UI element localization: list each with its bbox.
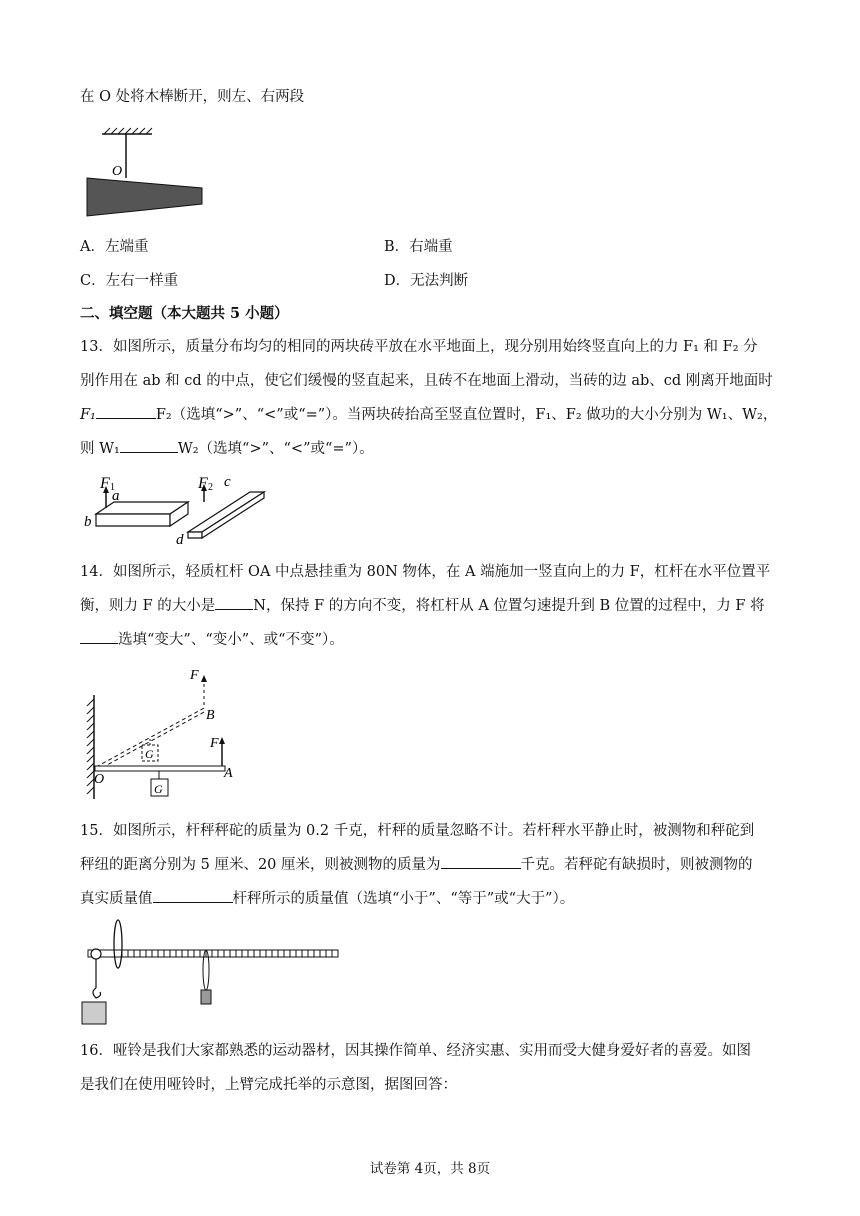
- q16-line2: 是我们在使用哑铃时，上臂完成托举的示意图，据图回答：: [80, 1077, 457, 1093]
- q13-label-f1-sub: 1: [110, 482, 115, 493]
- q13-label-c: c: [224, 474, 231, 490]
- q13-blank-2[interactable]: [120, 438, 178, 453]
- option-letter: B．: [384, 239, 410, 255]
- q13-label-d: d: [176, 532, 184, 548]
- q15-line1: 15．如图所示，杆秤秤砣的质量为 0.2 千克，杆秤的质量忽略不计。若杆秤水平静止时，被测物和秤砣到: [80, 823, 755, 839]
- q12-option-d[interactable]: [384, 270, 468, 292]
- q15-blank-2[interactable]: [153, 888, 233, 903]
- q12-label-o: O: [112, 164, 123, 179]
- q15-blank-1[interactable]: [441, 854, 521, 869]
- q14-label-g: G: [154, 782, 163, 796]
- q13-line3: [80, 404, 777, 426]
- option-text: 左右一样重: [105, 273, 179, 289]
- section-title: 二、填空题（本大题共 5 小题）: [80, 305, 289, 322]
- q14-line2: [80, 595, 765, 617]
- option-text: 左端重: [104, 239, 149, 255]
- option-letter: A．: [80, 239, 105, 255]
- q12-figure-tapered-stick: [82, 128, 207, 218]
- q14-line1: 14．如图所示，轻质杠杆 OA 中点悬挂重为 80N 物体，在 A 端施加一竖直向上的力 F，杠杆在水平位置平: [80, 564, 771, 580]
- q15-figure-steelyard: [78, 918, 348, 1028]
- q13-label-f2: F: [198, 475, 208, 492]
- q15-line3-b: 杆秤所示的质量值（选填“小于”、“等于”或“大于”）。: [232, 891, 575, 907]
- q13-line1: 13．如图所示，质量分布均匀的相同的两块砖平放在水平地面上，现分别用始终竖直向上的力 F₁ 和 F₂ 分: [80, 339, 758, 355]
- q12-option-a[interactable]: [80, 236, 148, 258]
- q16-line1: 16．哑铃是我们大家都熟悉的运动器材，因其操作简单、经济实惠、实用而受大健身爱好者的喜爱。如图: [80, 1043, 751, 1059]
- option-text: 无法判断: [410, 273, 469, 289]
- q13-w1: 则 W₁: [80, 441, 120, 457]
- page-footer: 试卷第 4页，共 8页: [369, 1161, 491, 1177]
- q13-f1: F₁: [80, 407, 96, 423]
- q15-line2-a: 秤纽的距离分别为 5 厘米、20 厘米，则被测物的质量为: [80, 857, 441, 873]
- q14-label-b: B: [206, 708, 215, 723]
- q14-label-g-dashed: G: [145, 747, 154, 761]
- q13-label-f1: F: [100, 475, 110, 492]
- q13-label-b: b: [84, 514, 92, 530]
- q13-line3-rest: F₂（选填“>”、“<”或“=”）。当两块砖抬高至竖直位置时，F₁、F₂ 做功的大小分别为 W₁、W₂，: [155, 407, 778, 423]
- q14-line3-b: 选填“变大”、“变小”、或“不变”）。: [118, 632, 344, 648]
- q15-line2-b: 千克。若秤砣有缺损时，则被测物的: [520, 857, 753, 873]
- q15-line3: [80, 888, 574, 910]
- q14-blank-1[interactable]: [215, 595, 253, 610]
- option-text: 右端重: [409, 239, 453, 255]
- q14-label-f-top: F: [190, 668, 199, 683]
- q14-blank-2[interactable]: [80, 629, 118, 644]
- q13-figure-bricks: [84, 474, 284, 546]
- q15-line3-a: 真实质量值: [80, 891, 153, 907]
- q13-line4: [80, 438, 374, 460]
- q12-stem: 在 O 处将木棒断开，则左、右两段: [80, 89, 305, 105]
- q14-line2-a: 衡，则力 F 的大小是: [80, 598, 216, 614]
- option-letter: D．: [384, 273, 411, 289]
- q14-figure-lever: [82, 667, 252, 802]
- q14-line2-b: N，保持 F 的方向不变，将杠杆从 A 位置匀速提升到 B 位置的过程中，力 F 将: [253, 598, 765, 614]
- q15-line2: [80, 854, 753, 876]
- q12-option-c[interactable]: [80, 270, 178, 292]
- q14-label-o: O: [94, 772, 105, 787]
- q12-option-b[interactable]: [384, 236, 453, 258]
- q13-line4-rest: W₂（选填“>”、“<”或“=”）。: [177, 441, 374, 457]
- q13-label-a: a: [112, 488, 120, 504]
- q14-label-f-right: F: [210, 736, 219, 751]
- q14-label-a: A: [224, 766, 233, 781]
- q13-line2: 别作用在 ab 和 cd 的中点，使它们缓慢的竖直起来，且砖不在地面上滑动，当砖的边 ab、cd 刚离开地面时: [80, 373, 773, 389]
- q13-label-f2-sub: 2: [208, 482, 213, 493]
- q13-blank-1[interactable]: [96, 404, 156, 419]
- q14-line3: [80, 629, 344, 651]
- option-letter: C．: [80, 273, 106, 289]
